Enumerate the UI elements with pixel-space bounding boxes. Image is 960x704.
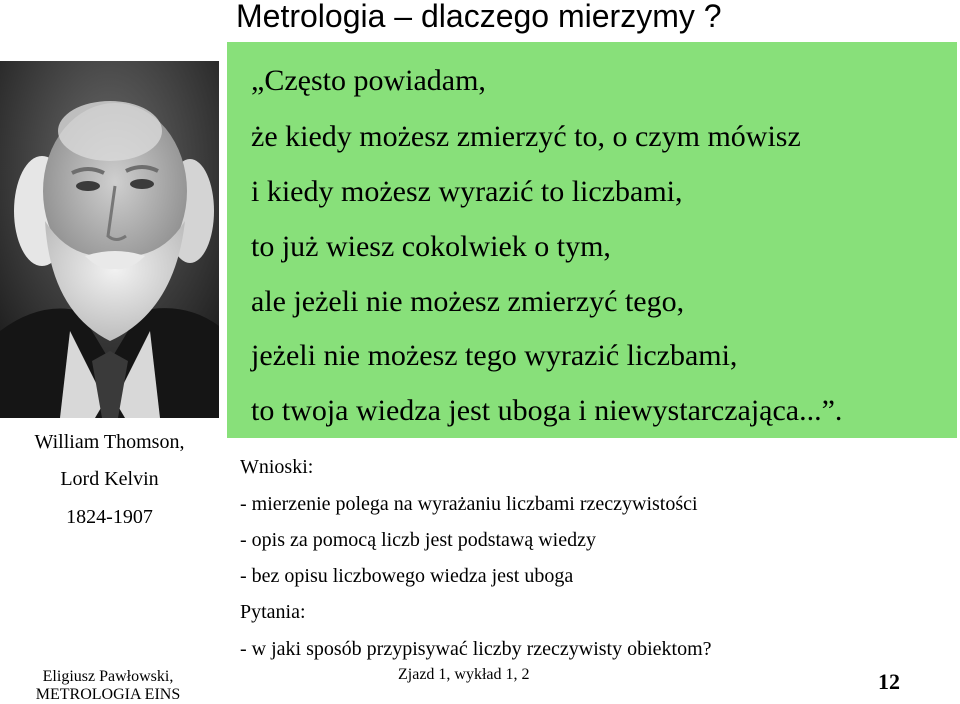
portrait-drawing bbox=[0, 61, 219, 418]
conclusion-item-3: - bez opisu liczbowego wiedza jest uboga bbox=[240, 565, 574, 587]
conclusions-heading: Wnioski: bbox=[240, 456, 314, 478]
conclusion-item-2: - opis za pomocą liczb jest podstawą wiedzy bbox=[240, 529, 596, 551]
portrait-caption-title: Lord Kelvin bbox=[60, 468, 159, 490]
quote-line-5: ale jeżeli nie możesz zmierzyć tego, bbox=[251, 285, 685, 318]
portrait-image bbox=[0, 61, 219, 418]
page-number: 12 bbox=[878, 669, 900, 694]
quote-line-7: to twoja wiedza jest uboga i niewystarczająca...”. bbox=[251, 394, 843, 427]
quote-line-6: jeżeli nie możesz tego wyrazić liczbami, bbox=[251, 339, 738, 372]
conclusion-item-1: - mierzenie polega na wyrażaniu liczbami rzeczywistości bbox=[240, 493, 698, 515]
footer-author bbox=[28, 668, 188, 704]
footer-course: METROLOGIA EINS bbox=[35, 686, 181, 703]
question-item-1: - w jaki sposób przypisywać liczby rzeczywisty obiektom? bbox=[240, 638, 712, 660]
quote-line-4: to już wiesz cokolwiek o tym, bbox=[251, 230, 611, 263]
footer-author-name: Eligiusz Pawłowski, bbox=[42, 668, 174, 685]
slide-title: Metrologia – dlaczego mierzymy ? bbox=[236, 0, 722, 34]
quote-line-3: i kiedy możesz wyrazić to liczbami, bbox=[251, 175, 683, 208]
quote-line-1: „Często powiadam, bbox=[251, 64, 486, 97]
questions-heading: Pytania: bbox=[240, 601, 306, 623]
quote-line-2: że kiedy możesz zmierzyć to, o czym mówisz bbox=[251, 120, 801, 153]
portrait-caption-name: William Thomson, bbox=[34, 431, 185, 453]
portrait-caption-years: 1824-1907 bbox=[66, 506, 153, 528]
footer-lecture: Zjazd 1, wykład 1, 2 bbox=[398, 666, 530, 683]
